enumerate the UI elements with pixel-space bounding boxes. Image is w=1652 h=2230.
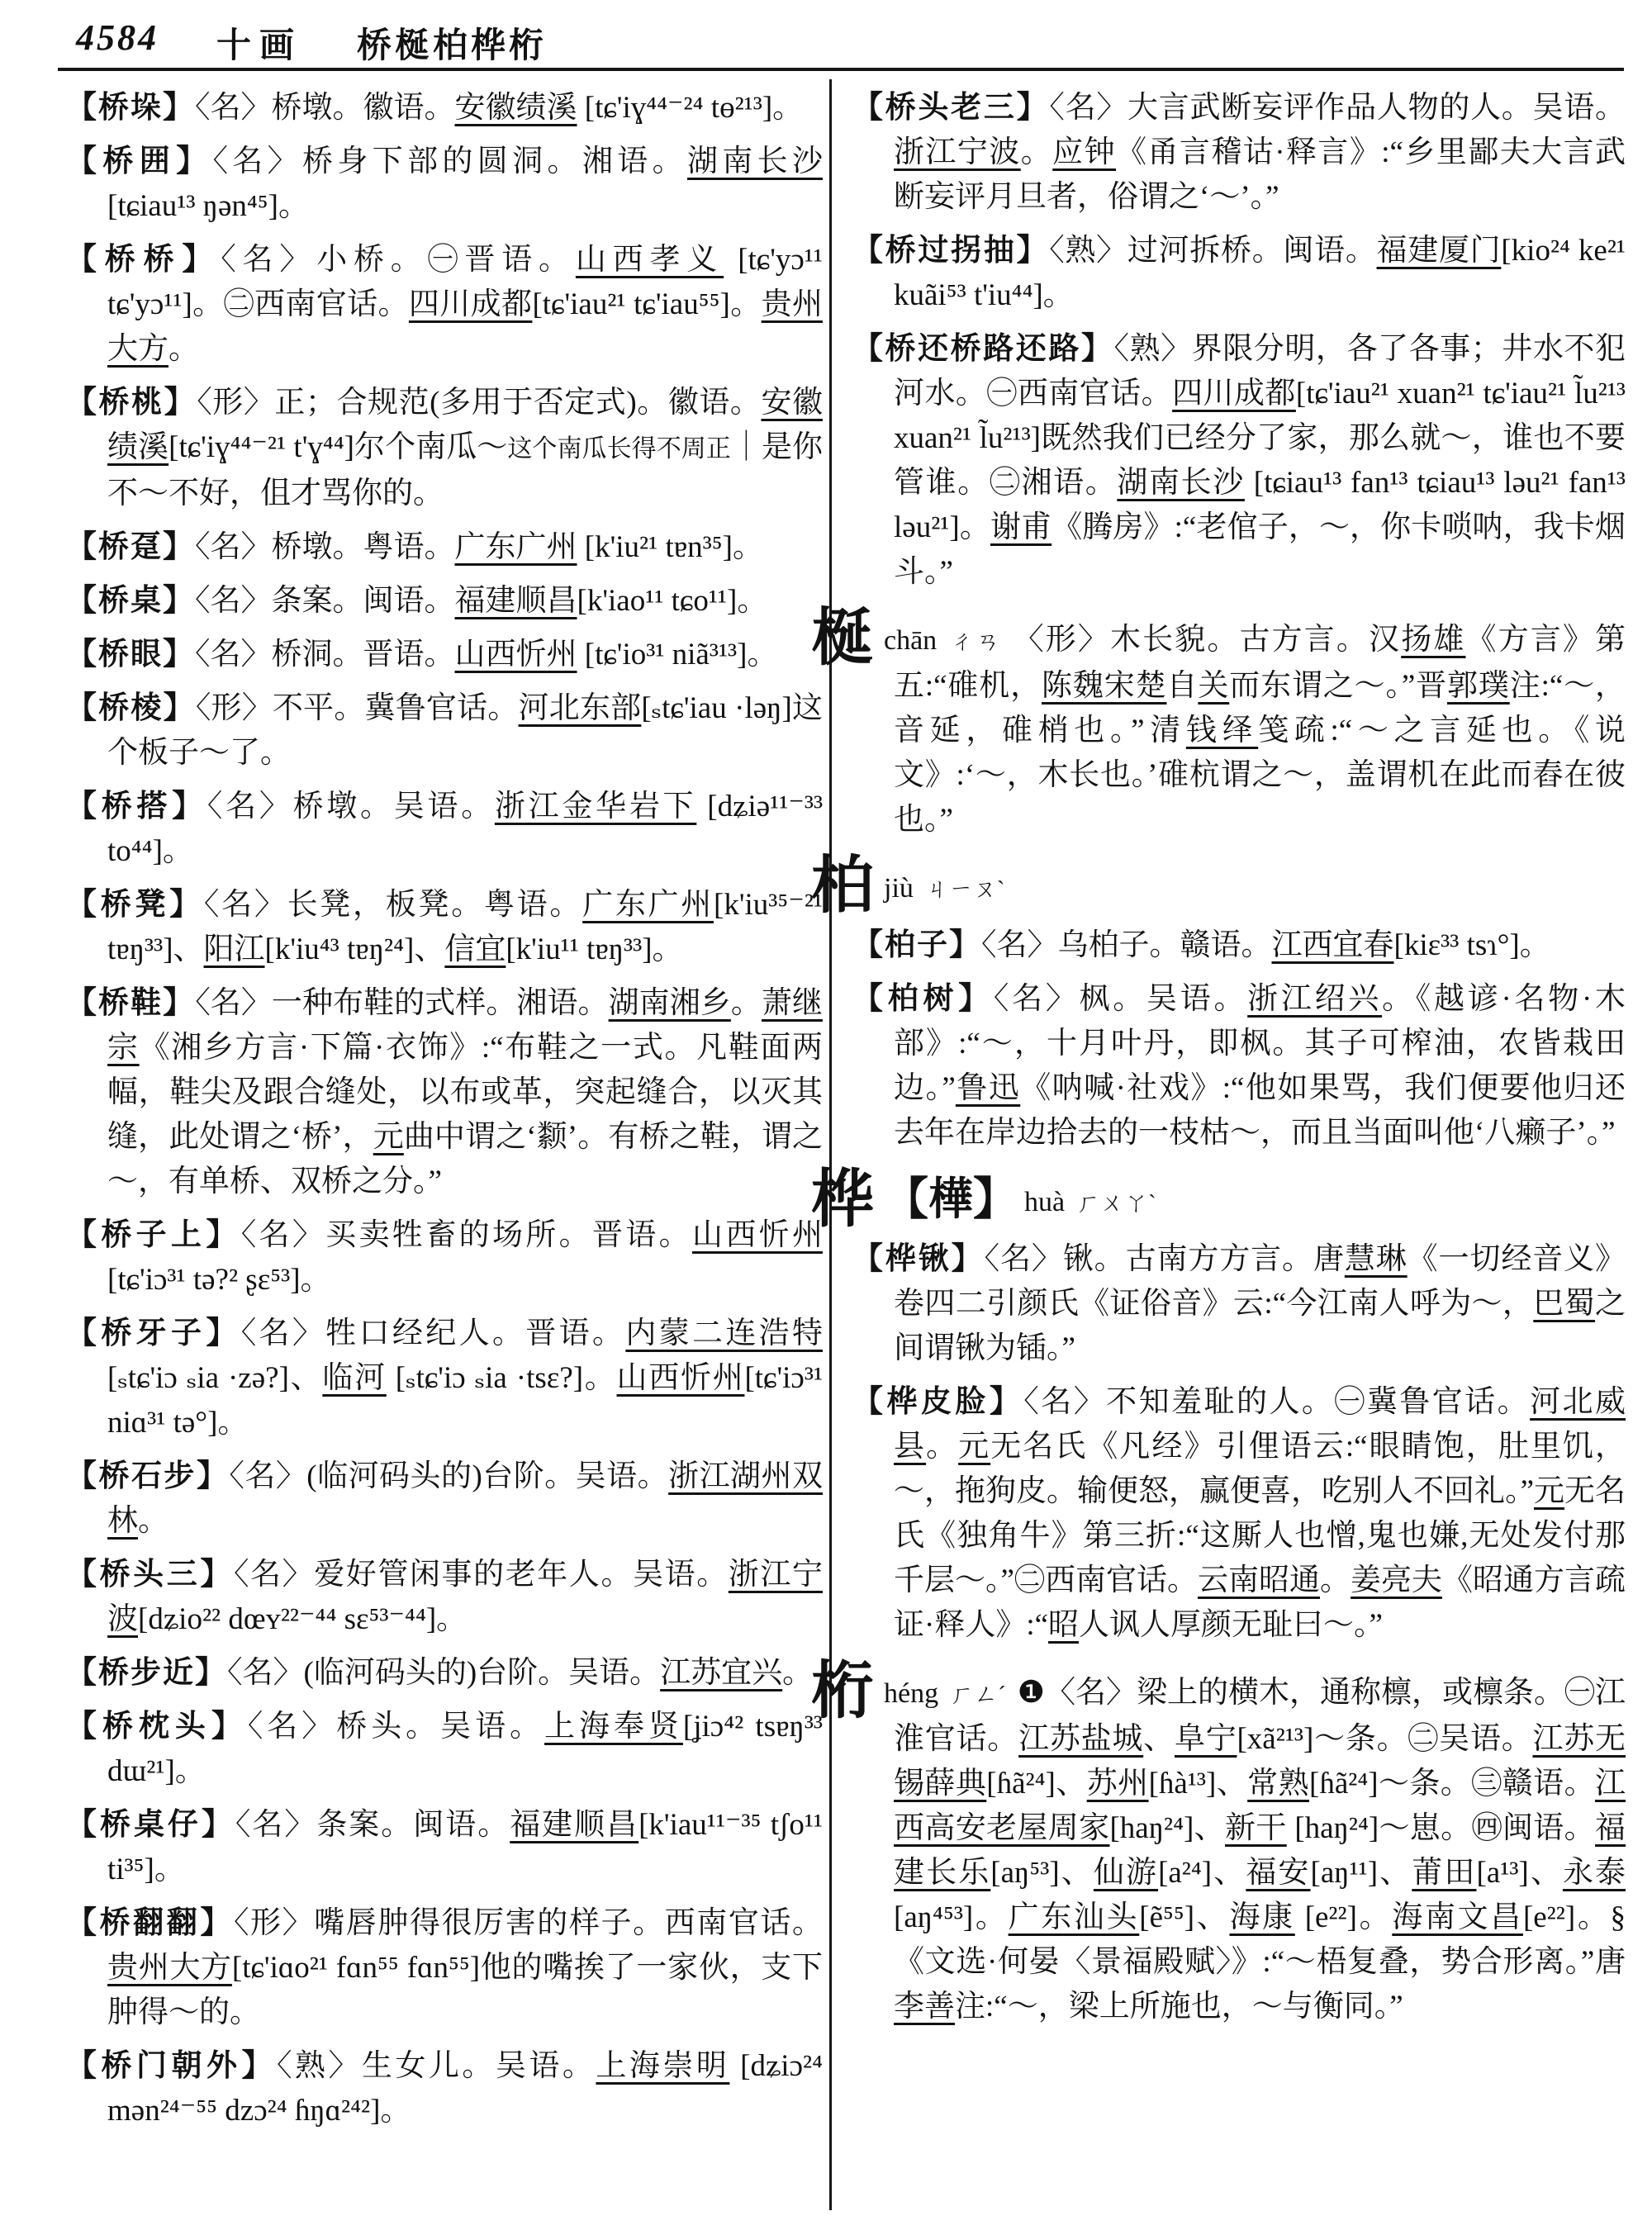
- underlined-name: 新干: [1225, 1811, 1287, 1845]
- head-character: 桦: [811, 1165, 876, 1235]
- entry-桥头老三: [852, 86, 1626, 220]
- entry-桥趸: [66, 525, 823, 570]
- zhuyin: ㄏㄥˊ: [950, 1682, 1006, 1708]
- text-run: [k'iao¹¹ tɕo¹¹]。: [577, 584, 768, 618]
- underlined-name: 永泰: [1562, 1856, 1626, 1890]
- text-run: [dʑiə¹¹⁻³³ to⁴⁴]。: [107, 790, 824, 868]
- entry-headword: 【桥过拐抽】: [852, 234, 1050, 268]
- text-run: 而东谓之～。”晋: [1229, 669, 1448, 703]
- section-characters: 桥梴柏桦桁: [357, 27, 548, 65]
- pinyin: huà: [1024, 1187, 1066, 1217]
- underlined-name: 元: [1534, 1474, 1565, 1508]
- text-run: 〈名〉锹。古南方方言。唐: [984, 1242, 1345, 1276]
- text-run: [tɕ'yɔ¹¹ tɕ'yɔ¹¹]。㊁西南官话。: [107, 243, 823, 321]
- entry-headword: 【柏树】: [852, 982, 994, 1016]
- entry-headword: 【桥头老三】: [852, 91, 1050, 125]
- left-column: [66, 86, 823, 2142]
- text-run: 《昭通方言疏证·释人》:“: [894, 1563, 1626, 1642]
- underlined-name: 广东广州: [454, 530, 577, 564]
- text-run: [e²²]。: [1294, 1900, 1393, 1934]
- text-run: 。: [138, 1504, 169, 1538]
- entry-桥门朝外: [66, 2044, 823, 2133]
- entry-headword: 【桥趸】: [66, 530, 195, 564]
- underlined-name: 海南文昌: [1392, 1900, 1523, 1934]
- underlined-name: 广东汕头: [1008, 1900, 1140, 1934]
- underlined-name: 江西高安老屋周家: [894, 1767, 1626, 1845]
- text-run: [ẽ⁵⁵]、: [1139, 1900, 1230, 1934]
- text-run: 人讽人厚颜无耻曰～。”: [1079, 1608, 1383, 1642]
- underlined-name: 昭: [1048, 1608, 1080, 1642]
- text-run: [ₛtɕ'iɔ ₛia ·tsɛ?]。: [386, 1361, 617, 1395]
- entry-headword: 【桥囲】: [66, 145, 213, 178]
- pinyin: héng: [884, 1678, 939, 1709]
- head-character: 梴: [811, 604, 876, 673]
- text-run: 《腾房》:“老倌子，～，你卡唢呐，我卡烟斗。”: [894, 510, 1626, 589]
- text-run: [haŋ²⁴]～崽。㊃闽语。: [1286, 1811, 1596, 1845]
- entry-headword: 【桥凳】: [66, 888, 204, 922]
- text-run: [tɕ'iau²¹ xuan²¹ tɕ'iau²¹ l̃u²¹³ xuan²¹ l̃u²¹³]既然我们已经分了家，那么就～，谁也不要管谁。㊁湘语。: [894, 377, 1626, 500]
- right-column: [811, 86, 1626, 2041]
- text-run: 《呐喊·社戏》:“他如果骂，我们便要他归还去年在岸边拾去的一枝枯～，而且当面叫他‘八癞子’。”: [894, 1071, 1626, 1150]
- text-run: [tɕiau¹³ fan¹³ tɕiau¹³ ləu²¹ fan¹³ ləu²¹]。: [894, 466, 1626, 544]
- char-entry-柏: [811, 852, 1626, 921]
- underlined-name: 关: [1198, 669, 1230, 703]
- underlined-name: 浙江湖州双林: [107, 1459, 824, 1538]
- underlined-name: 河北威县: [894, 1385, 1626, 1464]
- text-run: 。: [782, 1656, 814, 1690]
- underlined-name: 陈魏宋楚: [1042, 669, 1167, 703]
- underlined-name: 贵州大方: [107, 287, 824, 366]
- entry-桥石步: [66, 1454, 823, 1544]
- text-run: 〈熟〉过河拆桥。闽语。: [1049, 234, 1377, 268]
- text-run: 〈名〉桥墩。徽语。: [195, 91, 455, 125]
- underlined-name: 福安: [1246, 1856, 1311, 1890]
- underlined-name: 上海崇明: [596, 2049, 730, 2083]
- underlined-name: 广东广州: [582, 888, 714, 922]
- text-run: 〈名〉桥墩。粤语。: [195, 530, 455, 564]
- pinyin: jiù: [884, 873, 914, 904]
- entry-桥头三: [66, 1553, 823, 1642]
- entry-桥搭: [66, 785, 823, 874]
- underlined-name: 福建厦门: [1376, 234, 1502, 268]
- entry-headword: 【桥还桥路还路】: [852, 332, 1114, 366]
- underlined-name: 阜宁: [1174, 1722, 1237, 1756]
- header-rule: [58, 68, 1624, 71]
- text-run: 〈形〉木长貌。古方言。汉: [1013, 623, 1402, 657]
- text-run: [k'iu³⁵⁻²¹ tɐŋ³³]、: [107, 888, 824, 966]
- text-run: 〈名〉一种布鞋的式样。湘语。: [195, 986, 609, 1020]
- text-run: [tɕ'iɔ³¹ tə?² ʂɛ⁵³]。: [107, 1263, 331, 1297]
- entry-headword: 【柏子】: [852, 928, 981, 962]
- text-run: [kiɛ³³ tsɿ°]。: [1393, 928, 1550, 962]
- entry-桥囲: [66, 140, 823, 229]
- text-run: [ɦã²⁴]、: [986, 1767, 1087, 1801]
- underlined-name: 四川成都: [1172, 377, 1296, 410]
- page-number: 4584: [76, 17, 159, 58]
- text-run: 。: [926, 1430, 959, 1464]
- entry-headword: 【桥门朝外】: [66, 2049, 277, 2083]
- underlined-name: 江苏无锡薛典: [894, 1722, 1626, 1801]
- underlined-name: 常熟: [1247, 1767, 1310, 1801]
- underlined-name: 湖南湘乡: [608, 986, 731, 1020]
- underlined-name: 钱绎: [1185, 714, 1259, 747]
- text-run: 〈名〉桥身下部的圆洞。湘语。: [212, 145, 687, 178]
- char-entry-桦: [811, 1165, 1626, 1235]
- text-run: 〈熟〉生女儿。吴语。: [276, 2049, 596, 2083]
- entry-桥牙子: [66, 1312, 823, 1445]
- text-run: 《方言》第五:“碓机，: [894, 623, 1626, 703]
- text-run: [a¹³]、: [1476, 1856, 1563, 1890]
- entry-headword: 【桦皮脸】: [852, 1385, 1024, 1419]
- underlined-name: 云南昭通: [1197, 1563, 1320, 1597]
- underlined-name: 莆田: [1412, 1856, 1477, 1890]
- text-run: [tɕiau¹³ ŋən⁴⁵]。: [107, 189, 310, 223]
- underlined-name: 慧琳: [1344, 1242, 1408, 1276]
- text-run: 〈名〉桥墩。吴语。: [206, 790, 495, 823]
- text-run: 〈名〉不知羞耻的人。㊀冀鲁官话。: [1023, 1385, 1531, 1419]
- text-run: [ɦã²⁴]～条。㊂赣语。: [1309, 1767, 1596, 1801]
- entry-headword: 【桥搭】: [66, 790, 207, 823]
- text-run: 。: [730, 986, 762, 1020]
- underlined-name: 福建顺昌: [454, 584, 577, 618]
- entry-headword: 【桥鞋】: [66, 986, 196, 1020]
- entry-headword: 【桥棱】: [66, 691, 196, 725]
- text-run: [k'iu¹¹ tɐŋ³³]。: [506, 932, 683, 966]
- text-run: [k'iu²¹ tɐn³⁵]。: [577, 530, 763, 564]
- text-run: [ₛtɕ'iau ·ləŋ]这个板子～了。: [107, 691, 824, 770]
- text-run: 〈熟〉界限分明，各了各事；井水不犯河水。㊀西南官话。: [894, 332, 1626, 410]
- text-run: [ʝiɔ⁴² tsɐŋ³³ dɯ²¹]。: [107, 1710, 824, 1788]
- text-run: [tɕ'iɣ⁴⁴⁻²⁴ tɵ²¹³]。: [577, 91, 804, 125]
- text-run: [ɦà¹³]、: [1148, 1767, 1248, 1801]
- entry-桥垛: [66, 86, 823, 130]
- text-run: 〈名〉小桥。㊀晋语。: [221, 243, 576, 277]
- underlined-name: 元: [958, 1430, 991, 1464]
- underlined-name: 扬雄: [1401, 623, 1466, 657]
- underlined-name: 浙江宁波: [107, 1558, 824, 1636]
- entry-桥棱: [66, 686, 823, 776]
- text-run: 。《越谚·名物·木部》:“～，十月叶丹，即枫。其子可榨油，农皆栽田边。”: [894, 982, 1626, 1105]
- text-run: [xã²¹³]～条。㊁吴语。: [1237, 1722, 1533, 1756]
- underlined-name: 四川成都: [408, 287, 533, 321]
- text-run: 、: [1143, 1722, 1175, 1756]
- text-run: 〈形〉嘴唇肿得很厉害的样子。西南官话。: [233, 1906, 824, 1940]
- underlined-name: 苏州: [1086, 1767, 1149, 1801]
- char-entry-桁: [811, 1657, 1626, 2029]
- entry-桥桃: [66, 381, 823, 516]
- underlined-name: 谢甫: [990, 510, 1052, 544]
- head-character: 桁: [811, 1657, 876, 1726]
- entry-桥枕头: [66, 1705, 823, 1794]
- text-run: 〈名〉牲口经纪人。晋语。: [240, 1317, 626, 1350]
- text-run: 〈名〉条案。闽语。: [235, 1808, 510, 1842]
- underlined-name: 巴蜀: [1533, 1287, 1596, 1321]
- entry-桥还桥路还路: [852, 327, 1626, 595]
- text-run: 注:“～，音延，碓梢也。”清: [894, 669, 1626, 747]
- underlined-name: 山西孝义: [575, 243, 724, 277]
- text-run: 无名氏《凡经》引俚语云:“眼睛饱，肚里饥，～，拖狗皮。输便怒，赢便喜，吃别人不回礼。”: [894, 1430, 1626, 1508]
- text-run: [haŋ²⁴]、: [1109, 1811, 1226, 1845]
- text-run: 笺疏:“～之言延也。《说文》:‘～，木长也。’碓杭谓之～，盖谓机在此而舂在彼也。”: [894, 714, 1626, 837]
- underlined-name: 湖南长沙: [686, 145, 824, 178]
- entry-headword: 【桥石步】: [66, 1459, 230, 1493]
- entry-headword: 【桥步近】: [66, 1656, 227, 1690]
- text-run: 《一切经音义》卷四二引颜氏《证俗音》云:“今江南人呼为～，: [894, 1242, 1626, 1321]
- underlined-name: 山西忻州: [692, 1218, 824, 1252]
- underlined-name: 萧继宗: [107, 986, 823, 1065]
- entry-桥眼: [66, 633, 823, 677]
- underlined-name: 姜亮夫: [1351, 1563, 1443, 1597]
- text-run: 。: [1319, 1563, 1351, 1597]
- text-run: [aŋ⁵³]、: [990, 1856, 1094, 1890]
- text-run: 自: [1166, 669, 1199, 703]
- text-run: 《甬言稽诂·释言》:“乡里鄙夫大言武断妄评月旦者，俗谓之‘～’。”: [894, 135, 1626, 214]
- underlined-name: 福建长乐: [894, 1811, 1626, 1890]
- underlined-name: 山西忻州: [616, 1361, 745, 1395]
- text-run: 〈形〉不平。冀鲁官话。: [195, 691, 519, 725]
- text-run: 〈名〉乌柏子。赣语。: [981, 928, 1272, 962]
- text-run: 〈名〉(临河码头的)台阶。吴语。: [229, 1459, 669, 1493]
- text-run: 注:“～，梁上所施也，～与衡同。”: [955, 1990, 1403, 2024]
- text-run: 这个南瓜长得不周正: [507, 435, 731, 463]
- underlined-name: 上海奉贤: [544, 1710, 683, 1744]
- underlined-name: 鲁迅: [955, 1071, 1021, 1105]
- underlined-name: 海康: [1229, 1900, 1295, 1934]
- entry-headword: 【桥垛】: [66, 91, 195, 125]
- entry-headword: 【桥头三】: [66, 1558, 234, 1592]
- text-run: [dʑiɔ²⁴ mən²⁴⁻⁵⁵ dzɔ²⁴ ɦŋɑ²⁴²]。: [107, 2049, 824, 2128]
- pinyin: chān: [884, 625, 938, 656]
- underlined-name: 福建顺昌: [510, 1808, 639, 1842]
- entry-桦锹: [852, 1237, 1626, 1371]
- text-run: [tɕ'iɑo²¹ fɑn⁵⁵ fɑn⁵⁵]他的嘴挨了一家伙，支下肿得～的。: [107, 1951, 824, 2029]
- entry-headword: 【桥桌】: [66, 584, 195, 618]
- page-header: [0, 12, 1652, 65]
- entry-headword: 【桥眼】: [66, 638, 195, 671]
- underlined-name: 李善: [894, 1990, 955, 2024]
- underlined-name: 元: [373, 1120, 404, 1154]
- entry-桥过拐抽: [852, 229, 1626, 318]
- entry-桥鞋: [66, 981, 823, 1204]
- text-run: [tɕ'iau²¹ tɕ'iau⁵⁵]。: [532, 287, 762, 321]
- column-divider: [829, 79, 832, 2210]
- head-character: 柏: [811, 852, 876, 921]
- entry-桥步近: [66, 1651, 823, 1696]
- text-run: [e²²]。§《文选·何晏〈景福殿赋〉》:“～梧复叠，势合形离。”唐: [894, 1900, 1626, 1979]
- underlined-name: 湖南长沙: [1117, 466, 1245, 500]
- underlined-name: 内蒙二连浩特: [625, 1317, 824, 1350]
- text-run: ｜是你不～不好，伹才骂你的。: [107, 430, 824, 510]
- zhuyin: ㄏㄨㄚˋ: [1076, 1190, 1156, 1217]
- text-run: 〈名〉条案。闽语。: [195, 584, 455, 618]
- underlined-name: 浙江绍兴: [1247, 982, 1383, 1016]
- underlined-name: 安徽绩溪: [107, 386, 823, 464]
- text-run: 〈形〉正；合规范(多用于否定式)。徽语。: [197, 386, 762, 420]
- text-run: [tɕ'iɔ³¹ niɑ³¹ tə°]。: [107, 1361, 824, 1440]
- text-run: [kio²⁴ ke²¹ kuãi⁵³ t'iu⁴⁴]。: [894, 234, 1626, 312]
- underlined-name: 江苏盐城: [1018, 1722, 1144, 1756]
- text-run: [tɕ'io³¹ niã³¹³]。: [577, 638, 778, 671]
- entry-headword: 【桥枕头】: [66, 1710, 248, 1744]
- underlined-name: 贵州大方: [107, 1951, 232, 1985]
- underlined-name: 河北东部: [518, 691, 642, 725]
- underlined-name: 浙江金华岩下: [494, 790, 697, 823]
- stroke-count-label: 十画: [216, 27, 303, 65]
- text-run: [aŋ⁴⁵³]。: [894, 1900, 1009, 1934]
- entry-柏子: [852, 923, 1626, 968]
- text-run: [a²⁴]、: [1158, 1856, 1246, 1890]
- entry-headword: 【桥牙子】: [66, 1317, 241, 1350]
- text-run: 〈名〉枫。吴语。: [993, 982, 1248, 1016]
- text-run: 〈名〉(临河码头的)台阶。吴语。: [227, 1656, 661, 1690]
- entry-桥凳: [66, 883, 823, 972]
- text-run: [k'iu⁴³ tɐŋ²⁴]、: [264, 932, 445, 966]
- entry-headword: 【桥桃】: [66, 386, 197, 420]
- entry-桦皮脸: [852, 1380, 1626, 1648]
- text-run: 之间谓锹为锸。”: [894, 1287, 1626, 1365]
- underlined-name: 临河: [322, 1361, 387, 1395]
- zhuyin: ㄐㄧㄡˋ: [924, 876, 1005, 903]
- entry-headword: 【桥桥】: [66, 243, 221, 277]
- text-run: 。: [1020, 135, 1053, 169]
- underlined-name: 安徽绩溪: [454, 91, 577, 125]
- text-run: 〈名〉桥洞。晋语。: [195, 638, 455, 671]
- text-run: [aŋ¹¹]、: [1310, 1856, 1412, 1890]
- text-run: 〈名〉长凳，板凳。粤语。: [203, 888, 583, 922]
- text-run: [dʑio²² dœʏ²²⁻⁴⁴ sɛ⁵³⁻⁴⁴]。: [138, 1602, 468, 1636]
- char-entry-梴: [811, 604, 1626, 842]
- entry-桥子上: [66, 1213, 823, 1302]
- text-run: [tɕ'iɣ⁴⁴⁻²¹ t'ɣ⁴⁴]尔个南瓜～: [169, 430, 508, 464]
- underlined-name: 阳江: [203, 932, 265, 966]
- underlined-name: 浙江宁波: [894, 135, 1021, 169]
- text-run: 无名氏《独角牛》第三折:“这厮人也憎,鬼也嫌,无处发付那千层～。”㊁西南官话。: [894, 1474, 1626, 1597]
- entry-柏树: [852, 977, 1626, 1155]
- entry-桥桥: [66, 238, 823, 372]
- text-run: [k'iau¹¹⁻³⁵ tʃo¹¹ ti³⁵]。: [107, 1808, 824, 1886]
- underlined-name: 信宜: [444, 932, 506, 966]
- underlined-name: 仙游: [1093, 1856, 1159, 1890]
- text-run: 〈名〉买卖牲畜的场所。晋语。: [240, 1218, 692, 1252]
- text-run: 〈名〉桥头。吴语。: [247, 1710, 545, 1744]
- traditional-form: 【樺】: [884, 1174, 1018, 1224]
- entry-桥桌: [66, 579, 823, 624]
- entry-headword: 【桦锹】: [852, 1242, 985, 1276]
- entry-headword: 【桥子上】: [66, 1218, 241, 1252]
- zhuyin: ㄔㄢ: [948, 629, 1002, 655]
- underlined-name: 江苏宜兴: [660, 1656, 783, 1690]
- underlined-name: 江西宜春: [1271, 928, 1394, 962]
- underlined-name: 应钟: [1052, 135, 1117, 169]
- entry-桥桌仔: [66, 1803, 823, 1892]
- text-run: 〈名〉大言武断妄评作品人物的人。吴语。: [1049, 91, 1626, 125]
- underlined-name: 山西忻州: [454, 638, 577, 671]
- entry-桥翻翻: [66, 1901, 823, 2035]
- text-run: [ₛtɕ'iɔ ₛia ·zə?]、: [107, 1361, 323, 1395]
- entry-headword: 【桥桌仔】: [66, 1808, 235, 1842]
- text-run: ❶〈名〉梁上的横木，通称檩，或檩条。㊀江淮官话。: [894, 1676, 1626, 1756]
- text-run: 。: [169, 332, 199, 366]
- text-run: 〈名〉爱好管闲事的老年人。吴语。: [233, 1558, 729, 1592]
- text-run: 曲中谓之‘颣’。有桥之鞋，谓之～，有单桥、双桥之分。”: [107, 1120, 823, 1198]
- text-run: 《湘乡方言·下篇·衣饰》:“布鞋之一式。凡鞋面两幅，鞋尖及跟合缝处，以布或革，突起缝合，以灭其缝，此处谓之‘桥’，: [107, 1031, 824, 1154]
- entry-headword: 【桥翻翻】: [66, 1906, 234, 1940]
- underlined-name: 郭璞: [1447, 669, 1510, 703]
